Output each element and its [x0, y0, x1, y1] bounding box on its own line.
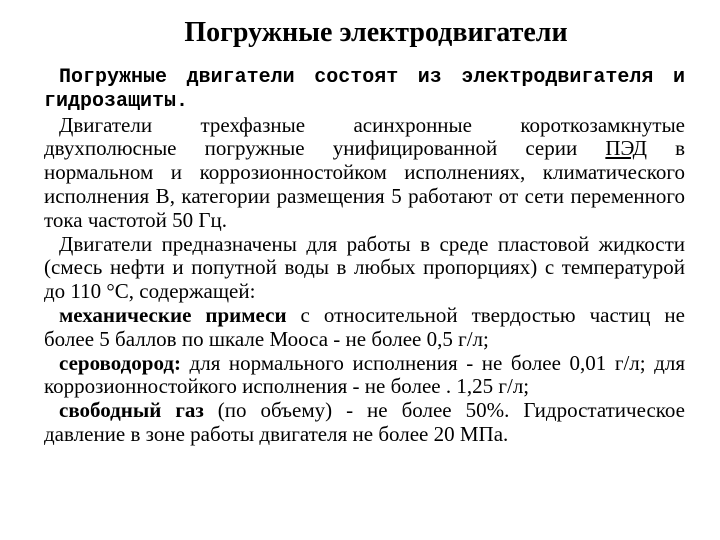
keyword-mechanical-impurities: механические примеси: [59, 302, 287, 327]
hydrogen-sulfide-text: для нормального исполнения - не более 0,01 г/л; для коррозионностойкого исполнения - не более . 1,25 г/л;: [44, 350, 685, 399]
keyword-hydrogen-sulfide: сероводород:: [59, 350, 181, 375]
slide-body: [44, 66, 685, 447]
paragraph-motor-type: [44, 114, 685, 233]
free-gas-text: (по объему) - не более 50%. Гидростатическое давление в зоне работы двигателя не более 20 МПа.: [44, 398, 685, 446]
series-abbreviation: ПЭД: [605, 136, 647, 161]
slide-title: Погружные электродвигатели: [184, 17, 568, 48]
paragraph-purpose: Двигатели предназначены для работы в среде пластовой жидкости (смесь нефти и попутной воды в любых пропорциях) с температурой до 110 °С, содержащей:: [44, 231, 685, 304]
motor-type-text-continued: в нормальном и коррозионностойком исполнениях, климатического исполнения В, категории размещения 5 работают от сети переменного тока частотой 50 Гц.: [44, 136, 685, 232]
mechanical-impurities-text: с относительной твердостью частиц не более 5 баллов по шкале Мооса - не более 0,5 г/л;: [44, 302, 685, 351]
paragraph-mechanical-impurities: [44, 304, 685, 352]
paragraph-composition: Погружные двигатели состоят из электродвигателя и гидрозащиты.: [44, 66, 685, 113]
paragraph-free-gas: [44, 399, 685, 447]
paragraph-hydrogen-sulfide: [44, 352, 685, 400]
motor-type-text: Двигатели трехфазные асинхронные короткозамкнутые двухполюсные погружные унифицированной серии: [44, 112, 685, 161]
keyword-free-gas: свободный газ: [59, 398, 204, 423]
